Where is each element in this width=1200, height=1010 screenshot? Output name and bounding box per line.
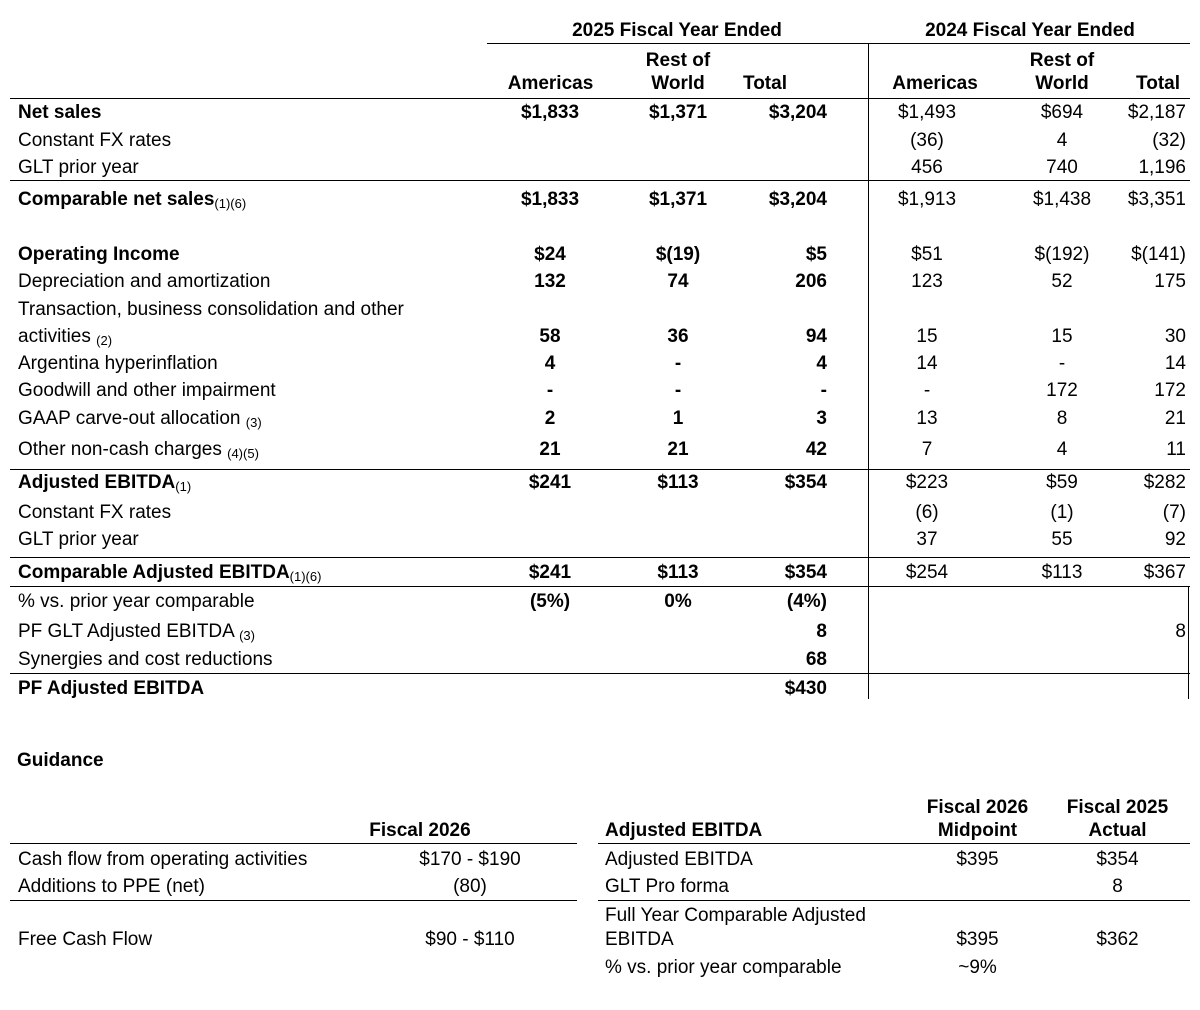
row-label xyxy=(18,102,101,124)
gl-label-0: Cash flow from operating activities xyxy=(18,849,308,870)
cell-r24: $694 xyxy=(1040,102,1084,123)
cell-t25: 42 xyxy=(805,439,827,460)
cell-r24: 4 xyxy=(1056,439,1068,460)
gr-label-1: GLT Pro forma xyxy=(605,876,729,897)
cell-t25: $5 xyxy=(805,244,827,265)
row-label-text: Synergies and cost reductions xyxy=(18,649,273,670)
row-label-text: Comparable net sales xyxy=(18,189,215,210)
cell-a25: $241 xyxy=(528,562,572,583)
gr-label-2: Full Year Comparable Adjusted xyxy=(605,905,866,926)
rule-above-comparable-ebitda xyxy=(10,557,1190,558)
guidance-left-rule xyxy=(10,843,577,844)
row-label xyxy=(18,678,204,700)
gr-v2-0: $354 xyxy=(1096,849,1139,870)
col-row-2024-line2: World xyxy=(1035,73,1089,94)
cell-a24: 37 xyxy=(916,529,938,550)
cell-a24: (36) xyxy=(910,130,944,151)
gr-col2-line1: Fiscal 2025 xyxy=(1066,797,1169,818)
row-label xyxy=(18,621,255,647)
header-rule xyxy=(487,43,1190,44)
cell-t25: $354 xyxy=(784,472,827,493)
cell-t24: 172 xyxy=(1154,380,1186,401)
rule-above-pf-ebitda xyxy=(10,673,1190,674)
row-label xyxy=(18,189,246,215)
gl-value-1: (80) xyxy=(453,876,487,897)
cell-t25: - xyxy=(820,380,827,401)
rule-above-comparable-net-sales xyxy=(10,180,1190,181)
cell-a24: 13 xyxy=(916,408,938,429)
cell-a25: 132 xyxy=(534,271,566,292)
cell-r25: - xyxy=(674,353,682,374)
cell-t24: 30 xyxy=(1164,326,1186,347)
cell-t24: 21 xyxy=(1164,408,1186,429)
row-label-text: % vs. prior year comparable xyxy=(18,591,255,612)
fy2025-header: 2025 Fiscal Year Ended xyxy=(572,20,782,41)
col-row-2025-line1: Rest of xyxy=(645,50,711,71)
cell-a24: $254 xyxy=(905,562,949,583)
gr-label-3: % vs. prior year comparable xyxy=(605,957,842,978)
row-label xyxy=(18,529,139,551)
guidance-left-header: Fiscal 2026 xyxy=(369,820,471,841)
row-label-text: Constant FX rates xyxy=(18,502,172,523)
row-label-text: GLT prior year xyxy=(18,157,139,178)
cell-a24: - xyxy=(923,380,931,401)
gr-label-2b: EBITDA xyxy=(605,929,674,950)
cell-t25: 3 xyxy=(816,408,827,429)
row-label-text: Comparable Adjusted EBITDA xyxy=(18,562,290,583)
cell-t25: 206 xyxy=(795,271,827,292)
cell-r25: 1 xyxy=(672,408,684,429)
cell-a25: $24 xyxy=(534,244,566,265)
col-total-2025: Total xyxy=(743,73,787,94)
cell-r24: $59 xyxy=(1046,472,1078,493)
row-label xyxy=(18,271,270,293)
gr-v1-0: $395 xyxy=(956,849,999,870)
gr-col1-line1: Fiscal 2026 xyxy=(926,797,1029,818)
cell-t24: 1,196 xyxy=(1138,157,1186,178)
row-label-text: Goodwill and other impairment xyxy=(18,380,276,401)
cell-a24: 15 xyxy=(916,326,938,347)
row-label xyxy=(18,439,259,465)
row-label-text: PF GLT Adjusted EBITDA xyxy=(18,621,240,642)
cell-a25: 4 xyxy=(544,353,556,374)
row-label-text: Net sales xyxy=(18,102,102,123)
row-label-text-2: activities xyxy=(18,326,97,347)
cell-r24: 740 xyxy=(1046,157,1078,178)
cell-t24: (7) xyxy=(1162,502,1186,523)
cell-a24: 456 xyxy=(911,157,943,178)
fy2024-header: 2024 Fiscal Year Ended xyxy=(925,20,1135,41)
cell-a24: 123 xyxy=(911,271,943,292)
cell-t24: $(141) xyxy=(1131,244,1186,265)
row-footnote: (1)(6) xyxy=(289,569,322,584)
gr-label-0: Adjusted EBITDA xyxy=(605,849,753,870)
cell-r25: $113 xyxy=(657,562,699,583)
col-americas-2024: Americas xyxy=(892,73,978,94)
row-footnote: (1)(6) xyxy=(214,196,247,211)
row-label-text: Argentina hyperinflation xyxy=(18,353,218,374)
gl-value-2: $90 - $110 xyxy=(425,929,515,950)
gr-v1-3: ~9% xyxy=(958,957,997,978)
cell-r25: 74 xyxy=(667,271,689,292)
cell-r24: - xyxy=(1058,353,1066,374)
cell-t25: $430 xyxy=(784,678,827,699)
cell-r24: $113 xyxy=(1041,562,1083,583)
cell-a24: 14 xyxy=(916,353,938,374)
cell-r25: $1,371 xyxy=(648,189,708,210)
row-footnote: (3) xyxy=(239,628,255,643)
gr-v2-1: 8 xyxy=(1112,876,1123,897)
cell-r25: $1,371 xyxy=(648,102,708,123)
cell-t24: 175 xyxy=(1154,271,1186,292)
cell-a25: $1,833 xyxy=(520,189,580,210)
rule-above-adjusted-ebitda xyxy=(10,469,1190,470)
gr-col1-line2: Midpoint xyxy=(937,820,1018,841)
cell-t24: $367 xyxy=(1143,562,1186,583)
cell-r24: 172 xyxy=(1046,380,1078,401)
cell-t25: 68 xyxy=(805,649,827,670)
cell-r24: 4 xyxy=(1056,130,1068,151)
cell-r25: - xyxy=(674,380,682,401)
cell-a25: $1,833 xyxy=(520,102,580,123)
cell-a25: - xyxy=(546,380,554,401)
cell-a24: $223 xyxy=(905,472,949,493)
cell-a24: (6) xyxy=(915,502,939,523)
cell-t25: 94 xyxy=(805,326,827,347)
cell-a24: 7 xyxy=(921,439,933,460)
cell-r25: $(19) xyxy=(655,244,701,265)
row-label xyxy=(18,353,218,375)
row-label xyxy=(18,408,262,434)
gr-v1-2: $395 xyxy=(956,929,999,950)
cell-t25: 8 xyxy=(816,621,827,642)
cell-r24: 55 xyxy=(1051,529,1073,550)
cell-t24: 11 xyxy=(1166,439,1186,460)
guidance-right-header: Adjusted EBITDA xyxy=(605,820,763,841)
cell-t25: $354 xyxy=(784,562,827,583)
cell-r24: 8 xyxy=(1056,408,1068,429)
cell-r24: 15 xyxy=(1051,326,1073,347)
row-label-line2 xyxy=(18,326,112,352)
col-total-2024: Total xyxy=(1136,73,1180,94)
cell-t25: (4%) xyxy=(786,591,827,612)
cell-r25: $113 xyxy=(657,472,699,493)
row-label-text: GLT prior year xyxy=(18,529,139,550)
cell-r24: 52 xyxy=(1051,271,1073,292)
row-label xyxy=(18,299,404,321)
row-label-text: Constant FX rates xyxy=(18,130,172,151)
cell-a24: $1,493 xyxy=(897,102,957,123)
cell-a25: 21 xyxy=(539,439,561,460)
row-footnote: (4)(5) xyxy=(227,446,259,461)
cell-r24: $1,438 xyxy=(1032,189,1092,210)
right-border xyxy=(1188,586,1189,699)
gl-label-1: Additions to PPE (net) xyxy=(18,876,205,897)
cell-t24: $2,187 xyxy=(1127,102,1186,123)
guidance-right-rule xyxy=(598,843,1190,844)
row-label-text: Depreciation and amortization xyxy=(18,271,271,292)
cell-t24: $3,351 xyxy=(1127,189,1186,210)
year-divider xyxy=(868,43,869,699)
row-label-text: Adjusted EBITDA xyxy=(18,472,176,493)
col-row-2025-line2: World xyxy=(651,73,705,94)
gr-v2-2: $362 xyxy=(1096,929,1139,950)
cell-r24: (1) xyxy=(1050,502,1074,523)
guidance-right-rule-2 xyxy=(598,900,1190,901)
row-label-text: Other non-cash charges xyxy=(18,439,228,460)
cell-r25: 21 xyxy=(667,439,689,460)
gl-label-2: Free Cash Flow xyxy=(18,929,153,950)
gl-value-0: $170 - $190 xyxy=(419,849,521,870)
row-label xyxy=(18,649,273,671)
guidance-title: Guidance xyxy=(17,750,104,771)
cell-t25: $3,204 xyxy=(768,189,827,210)
row-label xyxy=(18,472,191,498)
row-label xyxy=(18,244,180,266)
cell-a25: $241 xyxy=(528,472,572,493)
cell-a24: $1,913 xyxy=(897,189,957,210)
cell-r24: $(192) xyxy=(1034,244,1090,265)
row-label-text: PF Adjusted EBITDA xyxy=(18,678,205,699)
row-label-text: Transaction, business consolidation and other xyxy=(18,299,404,320)
cell-t24: 8 xyxy=(1175,621,1186,642)
row-label xyxy=(18,591,255,613)
col-row-2024-line1: Rest of xyxy=(1029,50,1095,71)
cell-t25: 4 xyxy=(816,353,827,374)
row-label-text: GAAP carve-out allocation xyxy=(18,408,246,429)
cell-t24: (32) xyxy=(1152,130,1186,151)
row-label xyxy=(18,157,139,179)
cell-a25: (5%) xyxy=(529,591,571,612)
cell-t24: 14 xyxy=(1164,353,1186,374)
guidance-left-rule-2 xyxy=(10,900,577,901)
gr-col2-line2: Actual xyxy=(1088,820,1147,841)
row-label xyxy=(18,502,171,524)
row-label xyxy=(18,562,321,588)
row-footnote: (1) xyxy=(175,479,192,494)
row-label xyxy=(18,380,276,402)
row-label xyxy=(18,130,171,152)
cell-t24: 92 xyxy=(1164,529,1186,550)
cell-t24: $282 xyxy=(1143,472,1186,493)
cell-r25: 0% xyxy=(664,591,692,612)
row-footnote: (2) xyxy=(96,333,113,348)
cell-a25: 58 xyxy=(539,326,561,347)
cell-a24: $51 xyxy=(911,244,943,265)
rule-under-header xyxy=(10,98,1190,99)
row-label-text: Operating Income xyxy=(18,244,180,265)
cell-t25: $3,204 xyxy=(768,102,827,123)
cell-r25: 36 xyxy=(667,326,689,347)
row-footnote: (3) xyxy=(245,415,262,430)
col-americas-2025: Americas xyxy=(507,73,594,94)
cell-a25: 2 xyxy=(544,408,556,429)
